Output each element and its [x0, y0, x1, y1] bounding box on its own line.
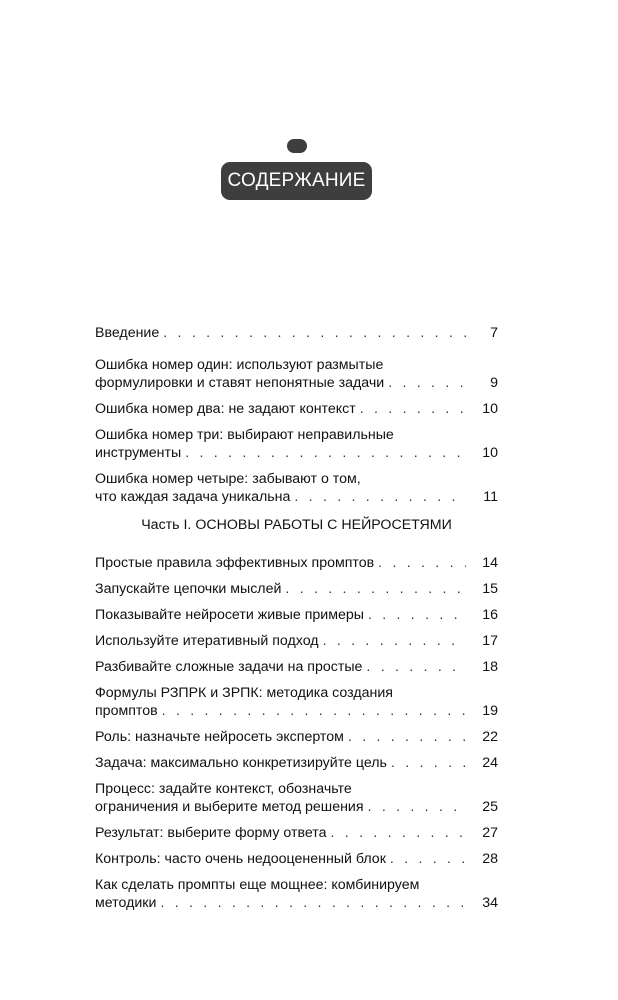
toc-entry[interactable] [95, 876, 498, 912]
page-number: 16 [482, 607, 498, 623]
toc-entry-title-line: Введение [95, 325, 160, 341]
toc-entry-title-line: ограничения и выберите метод решения [95, 799, 364, 815]
toc-entry-title-line: Результат: выберите форму ответа [95, 825, 327, 841]
dot-leader [368, 798, 466, 816]
page-number: 19 [482, 703, 498, 719]
toc-entry[interactable] [95, 580, 498, 598]
toc-entry-row [95, 444, 498, 462]
toc-entry[interactable] [95, 780, 498, 816]
page-title: СОДЕРЖАНИЕ [221, 162, 372, 200]
toc-entry-row [95, 606, 498, 624]
page-number: 9 [490, 375, 498, 391]
toc-entry-row [95, 824, 498, 842]
page-number: 14 [482, 555, 498, 571]
page-number: 7 [490, 325, 498, 341]
page-number: 17 [482, 633, 498, 649]
toc-entry-title-line: Процесс: задайте контекст, обозначьте [95, 781, 352, 797]
toc-entry-title-line: Используйте итеративный подход [95, 633, 319, 649]
toc-entry[interactable] [95, 356, 498, 392]
toc-entry-row [95, 702, 498, 720]
toc-entry-row [95, 554, 498, 572]
toc-entry-title-line: Ошибка номер один: используют размытые [95, 357, 384, 373]
toc-entry-row [95, 894, 498, 912]
page-number: 15 [482, 581, 498, 597]
dot-leader [378, 554, 466, 572]
toc-entry-title-line: формулировки и ставят непонятные задачи [95, 375, 385, 391]
page-number: 18 [482, 659, 498, 675]
toc-entry[interactable] [95, 850, 498, 868]
toc-entry-title-line: Роль: назначьте нейросеть экспертом [95, 729, 344, 745]
toc-entry-title-line: Показывайте нейросети живые примеры [95, 607, 364, 623]
page-number: 22 [482, 729, 498, 745]
table-of-contents [95, 324, 498, 920]
toc-entry-title-line: Разбивайте сложные задачи на простые [95, 659, 363, 675]
toc-entry-title-line: Формулы РЗПРК и ЗРПК: методика создания [95, 685, 393, 701]
toc-entry[interactable] [95, 470, 498, 506]
toc-entry-title-line: Задача: максимально конкретизируйте цель [95, 755, 387, 771]
toc-entry[interactable] [95, 684, 498, 720]
page-number: 10 [482, 445, 498, 461]
toc-entry-row [95, 400, 498, 418]
toc-entry-row [95, 488, 498, 506]
toc-entry-title-line: Ошибка номер два: не задают контекст [95, 401, 356, 417]
toc-entry-row [95, 632, 498, 650]
dot-leader [323, 632, 466, 650]
page-number: 34 [482, 895, 498, 911]
toc-entry[interactable] [95, 754, 498, 772]
toc-entry-title-line: промптов [95, 703, 158, 719]
toc-entry-title-line: Ошибка номер четыре: забывают о том, [95, 471, 361, 487]
page-number: 28 [482, 851, 498, 867]
dot-leader [368, 606, 466, 624]
toc-entry-title-line: методики [95, 895, 157, 911]
dot-leader [185, 444, 466, 462]
toc-entry-row [95, 374, 498, 392]
dot-leader [391, 754, 466, 772]
part-heading: Часть I. ОСНОВЫ РАБОТЫ С НЕЙРОСЕТЯМИ [141, 517, 452, 533]
toc-entry[interactable] [95, 728, 498, 746]
toc-entry[interactable] [95, 632, 498, 650]
toc-entry-row [95, 658, 498, 676]
toc-entry-row [95, 324, 498, 342]
toc-entry[interactable] [95, 324, 498, 342]
toc-entry-row [95, 728, 498, 746]
toc-entry-row [95, 580, 498, 598]
toc-entry-title-line: Простые правила эффективных промптов [95, 555, 375, 571]
page-number: 11 [483, 489, 498, 505]
dot-leader [366, 658, 466, 676]
toc-entry[interactable] [95, 554, 498, 572]
dot-leader [348, 728, 466, 746]
toc-entry[interactable] [95, 606, 498, 624]
toc-entry[interactable] [95, 426, 498, 462]
toc-entry-title-line: Ошибка номер три: выбирают неправильные [95, 427, 394, 443]
page-number: 24 [482, 755, 498, 771]
page-number: 25 [482, 799, 498, 815]
intro-entries [95, 324, 498, 506]
dot-leader [163, 324, 466, 342]
dot-leader [360, 400, 466, 418]
dot-leader [390, 850, 466, 868]
toc-entry-title-line: Запускайте цепочки мыслей [95, 581, 282, 597]
toc-entry-title-line: инструменты [95, 445, 182, 461]
toc-entry-row [95, 850, 498, 868]
toc-entry[interactable] [95, 400, 498, 418]
toc-entry-row [95, 798, 498, 816]
dot-leader [162, 702, 466, 720]
dot-leader [160, 894, 466, 912]
dot-leader [285, 580, 466, 598]
dot-leader [294, 488, 466, 506]
page-number: 10 [482, 401, 498, 417]
page-number: 27 [482, 825, 498, 841]
toc-entry-title-line: что каждая задача уникальна [95, 489, 291, 505]
toc-entry[interactable] [95, 658, 498, 676]
toc-entry[interactable] [95, 824, 498, 842]
dot-leader [331, 824, 467, 842]
toc-entry-row [95, 754, 498, 772]
toc-entry-title-line: Контроль: часто очень недооцененный блок [95, 851, 386, 867]
title-tab-decoration [287, 139, 307, 153]
toc-entry-title-line: Как сделать промпты еще мощнее: комбинируем [95, 877, 420, 893]
dot-leader [388, 374, 466, 392]
part1-entries [95, 554, 498, 912]
